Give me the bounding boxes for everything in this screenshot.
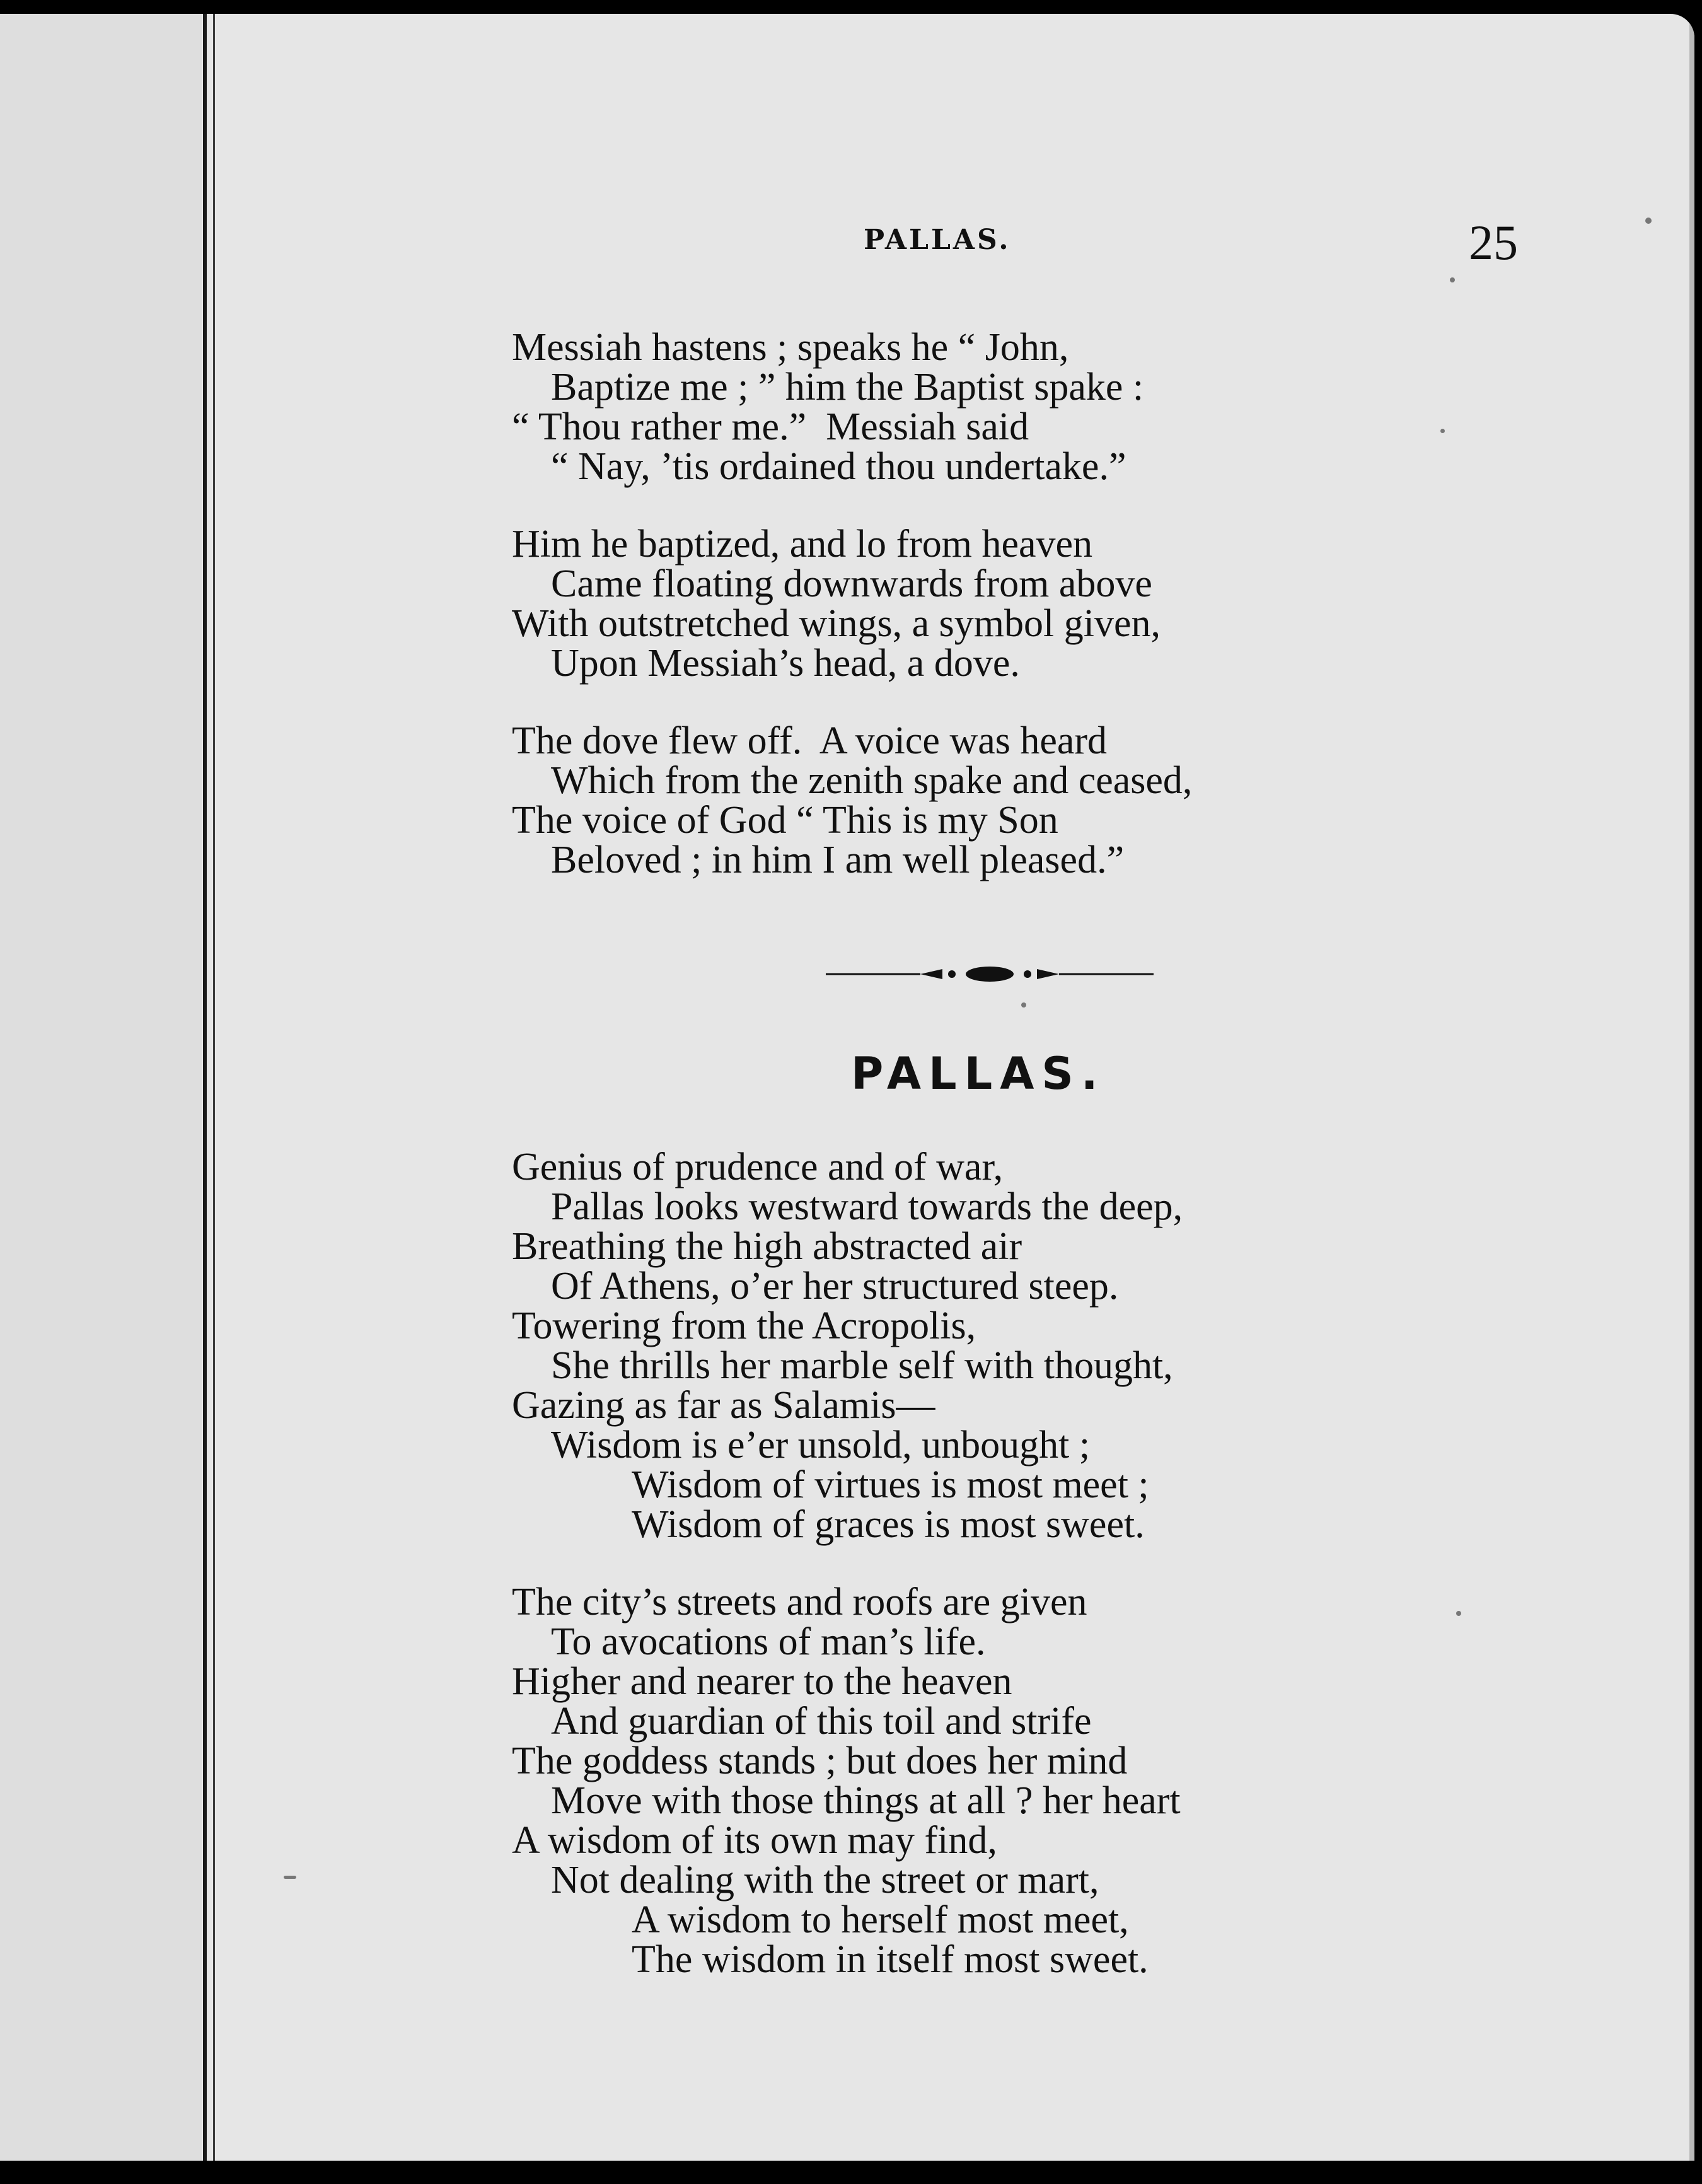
verse-line: The goddess stands ; but does her mind — [512, 1740, 1128, 1782]
verse-line: And guardian of this toil and strife — [551, 1700, 1092, 1743]
verse-line: Wisdom of graces is most sweet. — [632, 1503, 1145, 1546]
verse-line: Him he baptized, and lo from heaven — [512, 523, 1093, 566]
scan-speck — [1645, 218, 1652, 224]
verse-line: A wisdom to herself most meet, — [632, 1898, 1129, 1941]
verse-line: The wisdom in itself most sweet. — [632, 1938, 1149, 1981]
verse-line: Towering from the Acropolis, — [512, 1304, 976, 1347]
verse-line: The city’s streets and roofs are given — [512, 1581, 1087, 1623]
verse-line: The voice of God “ This is my Son — [512, 799, 1058, 842]
verse-line: Genius of prudence and of war, — [512, 1146, 1004, 1188]
verse-line: “ Thou rather me.” Messiah said — [512, 405, 1029, 448]
verse-line: Pallas looks westward towards the deep, — [551, 1185, 1183, 1228]
stanza — [512, 721, 1192, 880]
verse-line: Move with those things at all ? her heart — [551, 1779, 1181, 1822]
scan-speck — [1440, 429, 1445, 433]
verse-line: “ Nay, ’tis ordained thou undertake.” — [551, 445, 1126, 488]
verse-line: With outstretched wings, a symbol given, — [512, 602, 1161, 645]
verse-line: Upon Messiah’s head, a dove. — [551, 642, 1020, 685]
verse-line: Breathing the high abstracted air — [512, 1225, 1022, 1268]
verse-line: Baptize me ; ” him the Baptist spake : — [551, 366, 1144, 409]
page-number: 25 — [1469, 215, 1518, 270]
stanza — [512, 525, 1192, 683]
verse-line: Gazing as far as Salamis— — [512, 1384, 935, 1427]
running-title: PALLAS. — [864, 224, 1011, 256]
poem-title: PALLAS. — [851, 1048, 1106, 1100]
page-edge — [1689, 14, 1694, 2161]
verse-line: Higher and nearer to the heaven — [512, 1660, 1012, 1703]
binding-gutter-inner — [213, 14, 215, 2161]
stanza — [512, 1147, 1183, 1545]
verse-line: Wisdom is e’er unsold, unbought ; — [551, 1424, 1091, 1467]
verse-line: Beloved ; in him I am well pleased.” — [551, 839, 1125, 881]
scan-speck — [1450, 277, 1455, 282]
verse-line: She thrills her marble self with thought, — [551, 1344, 1173, 1387]
verse-line: A wisdom of its own may find, — [512, 1819, 997, 1862]
ornamental-divider-icon — [826, 961, 1154, 987]
verse-line: Of Athens, o’er her structured steep. — [551, 1265, 1119, 1308]
scan-speck — [1456, 1611, 1461, 1616]
verse-line: The dove flew off. A voice was heard — [512, 719, 1108, 762]
facing-page-edge — [0, 14, 202, 2161]
verse-line: Wisdom of virtues is most meet ; — [632, 1463, 1149, 1506]
verse-line: Came floating downwards from above — [551, 562, 1152, 605]
verse-line: To avocations of man’s life. — [551, 1620, 986, 1663]
poem-pallas — [512, 1147, 1183, 2018]
stanza — [512, 328, 1192, 487]
poem-continuation — [512, 328, 1192, 918]
verse-line: Messiah hastens ; speaks he “ John, — [512, 326, 1069, 369]
verse-line: Not dealing with the street or mart, — [551, 1859, 1099, 1902]
scan-speck — [1021, 1002, 1026, 1008]
stanza — [512, 1583, 1183, 1980]
scan-speck — [284, 1876, 296, 1879]
verse-line: Which from the zenith spake and ceased, — [551, 759, 1193, 802]
binding-gutter — [203, 14, 207, 2161]
